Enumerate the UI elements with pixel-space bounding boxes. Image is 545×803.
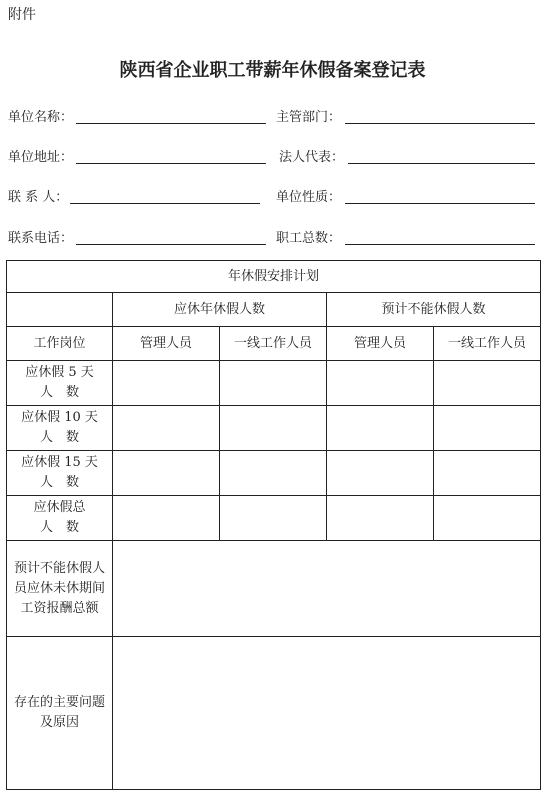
unit-nature-field[interactable] — [345, 203, 535, 204]
legal-rep-field[interactable] — [348, 163, 535, 164]
input-cell[interactable] — [327, 496, 434, 541]
pay-total-label: 预计不能休假人 员应休未休期间 工资报酬总额 — [7, 541, 113, 637]
input-cell[interactable] — [434, 361, 541, 406]
input-cell[interactable] — [220, 406, 327, 451]
mgmt-header-1: 管理人员 — [113, 327, 220, 361]
leave-plan-table — [6, 260, 541, 790]
total-staff-field[interactable] — [345, 244, 535, 245]
table-row — [7, 406, 541, 451]
input-cell[interactable] — [327, 451, 434, 496]
table-row — [7, 451, 541, 496]
input-cell[interactable] — [220, 451, 327, 496]
unit-name-label: 单位名称： — [8, 110, 74, 125]
input-cell[interactable] — [434, 406, 541, 451]
table-row — [7, 496, 541, 541]
front-header-2: 一线工作人员 — [434, 327, 541, 361]
contact-field[interactable] — [70, 203, 260, 204]
input-cell[interactable] — [434, 451, 541, 496]
row-label: 应休假 5 天 人 数 — [7, 361, 113, 406]
contact-label: 联 系 人： — [8, 190, 69, 205]
department-label: 主管部门： — [276, 110, 342, 125]
table-row — [7, 361, 541, 406]
cannot-leave-header: 预计不能休假人数 — [327, 293, 541, 327]
form-title: 陕西省企业职工带薪年休假备案登记表 — [119, 60, 426, 81]
unit-name-field[interactable] — [76, 123, 266, 124]
mgmt-header-2: 管理人员 — [327, 327, 434, 361]
input-cell[interactable] — [220, 496, 327, 541]
phone-field[interactable] — [76, 244, 266, 245]
input-cell[interactable] — [113, 361, 220, 406]
total-staff-label: 职工总数： — [276, 231, 342, 246]
position-header: 工作岗位 — [7, 327, 113, 361]
pay-total-field[interactable] — [113, 541, 541, 637]
should-leave-header: 应休年休假人数 — [113, 293, 327, 327]
unit-address-field[interactable] — [76, 163, 266, 164]
front-header-1: 一线工作人员 — [220, 327, 327, 361]
issues-label: 存在的主要问题 及原因 — [7, 637, 113, 790]
unit-nature-label: 单位性质： — [276, 190, 342, 205]
input-cell[interactable] — [113, 451, 220, 496]
department-field[interactable] — [345, 123, 535, 124]
row-label: 应休假 10 天 人 数 — [7, 406, 113, 451]
input-cell[interactable] — [220, 361, 327, 406]
empty-corner-cell — [7, 293, 113, 327]
plan-title-cell: 年休假安排计划 — [7, 261, 541, 293]
row-label: 应休假 15 天 人 数 — [7, 451, 113, 496]
legal-rep-label: 法人代表： — [279, 150, 345, 165]
input-cell[interactable] — [113, 496, 220, 541]
phone-label: 联系电话： — [8, 231, 74, 246]
row-label: 应休假总 人 数 — [7, 496, 113, 541]
input-cell[interactable] — [434, 496, 541, 541]
issues-field[interactable] — [113, 637, 541, 790]
unit-address-label: 单位地址： — [8, 150, 74, 165]
input-cell[interactable] — [327, 406, 434, 451]
input-cell[interactable] — [113, 406, 220, 451]
input-cell[interactable] — [327, 361, 434, 406]
attachment-label: 附件 — [8, 7, 36, 23]
